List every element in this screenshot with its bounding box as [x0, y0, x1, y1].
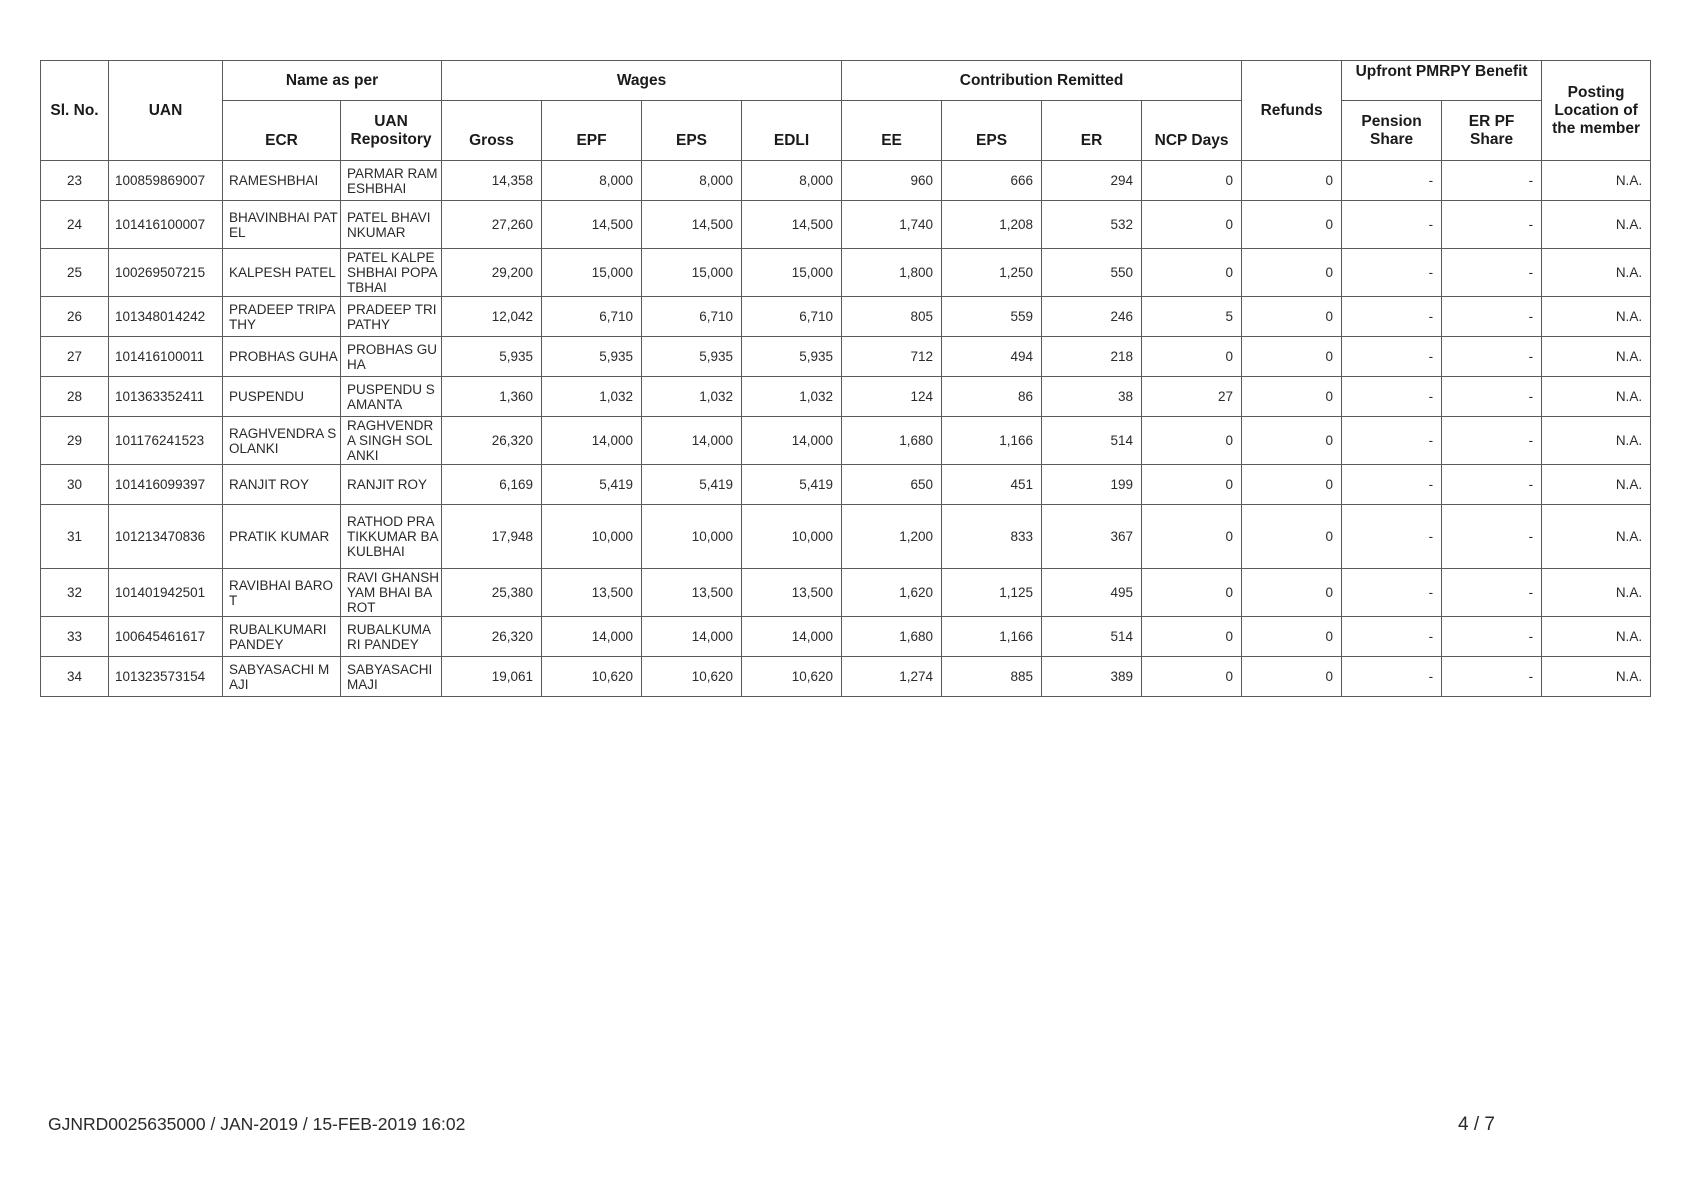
cell-contribution-eps: 885 — [942, 657, 1042, 697]
cell-ecr-name: RAGHVENDRA SOLANKI — [223, 417, 341, 465]
cell-ee: 1,800 — [842, 249, 942, 297]
cell-contribution-eps: 1,250 — [942, 249, 1042, 297]
cell-ecr-name: RAMESHBHAI — [223, 161, 341, 201]
header-er-pf-share: ER PF Share — [1442, 101, 1542, 161]
cell-epf: 13,500 — [542, 569, 642, 617]
header-contribution-remitted: Contribution Remitted — [842, 61, 1242, 101]
cell-edli: 8,000 — [742, 161, 842, 201]
cell-er-pf-share: - — [1442, 417, 1542, 465]
cell-gross: 25,380 — [442, 569, 542, 617]
cell-epf: 14,000 — [542, 617, 642, 657]
cell-gross: 27,260 — [442, 201, 542, 249]
cell-sl-no: 28 — [41, 377, 109, 417]
header-ncp-days: NCP Days — [1142, 101, 1242, 161]
cell-pension-share: - — [1342, 337, 1442, 377]
cell-pension-share: - — [1342, 201, 1442, 249]
header-uan: UAN — [109, 61, 223, 161]
cell-ee: 960 — [842, 161, 942, 201]
table-row — [41, 337, 1651, 377]
cell-repository-name: RAVI GHANSHYAM BHAI BAROT — [341, 569, 442, 617]
header-wages: Wages — [442, 61, 842, 101]
cell-ncp-days: 27 — [1142, 377, 1242, 417]
table-row — [41, 377, 1651, 417]
header-ee: EE — [842, 101, 942, 161]
cell-posting-location: N.A. — [1542, 201, 1651, 249]
cell-contribution-eps: 1,166 — [942, 417, 1042, 465]
cell-edli: 14,000 — [742, 417, 842, 465]
cell-er-pf-share: - — [1442, 337, 1542, 377]
cell-edli: 10,620 — [742, 657, 842, 697]
table-body — [41, 161, 1651, 697]
cell-contribution-eps: 494 — [942, 337, 1042, 377]
cell-ecr-name: BHAVINBHAI PATEL — [223, 201, 341, 249]
header-gross: Gross — [442, 101, 542, 161]
cell-er-pf-share: - — [1442, 465, 1542, 505]
cell-epf: 14,500 — [542, 201, 642, 249]
cell-sl-no: 25 — [41, 249, 109, 297]
cell-repository-name: PATEL KALPESHBHAI POPATBHAI — [341, 249, 442, 297]
table-row — [41, 465, 1651, 505]
cell-pension-share: - — [1342, 569, 1442, 617]
cell-refunds: 0 — [1242, 249, 1342, 297]
cell-ncp-days: 0 — [1142, 417, 1242, 465]
cell-ncp-days: 0 — [1142, 161, 1242, 201]
cell-uan: 101363352411 — [109, 377, 223, 417]
table-row — [41, 569, 1651, 617]
cell-edli: 14,500 — [742, 201, 842, 249]
document-reference: GJNRD0025635000 / JAN-2019 / 15-FEB-2019 16:02 — [48, 1114, 466, 1134]
cell-ncp-days: 0 — [1142, 657, 1242, 697]
cell-uan: 101323573154 — [109, 657, 223, 697]
cell-er-pf-share: - — [1442, 569, 1542, 617]
cell-er-pf-share: - — [1442, 249, 1542, 297]
cell-ecr-name: RUBALKUMARI PANDEY — [223, 617, 341, 657]
header-refunds: Refunds — [1242, 61, 1342, 161]
cell-ncp-days: 0 — [1142, 569, 1242, 617]
cell-ncp-days: 0 — [1142, 337, 1242, 377]
cell-sl-no: 32 — [41, 569, 109, 617]
cell-ecr-name: PRADEEP TRIPATHY — [223, 297, 341, 337]
header-uan-repository: UAN Repository — [341, 101, 442, 161]
header-upfront-pmrpy: Upfront PMRPY Benefit — [1342, 61, 1542, 101]
cell-repository-name: PARMAR RAMESHBHAI — [341, 161, 442, 201]
cell-gross: 12,042 — [442, 297, 542, 337]
cell-er-pf-share: - — [1442, 505, 1542, 569]
header-ecr: ECR — [223, 101, 341, 161]
cell-pension-share: - — [1342, 617, 1442, 657]
cell-repository-name: RATHOD PRATIKKUMAR BAKULBHAI — [341, 505, 442, 569]
cell-contribution-eps: 1,125 — [942, 569, 1042, 617]
table-row — [41, 505, 1651, 569]
cell-posting-location: N.A. — [1542, 617, 1651, 657]
cell-ee: 1,740 — [842, 201, 942, 249]
cell-uan: 101416099397 — [109, 465, 223, 505]
cell-gross: 1,360 — [442, 377, 542, 417]
cell-sl-no: 34 — [41, 657, 109, 697]
cell-ncp-days: 0 — [1142, 249, 1242, 297]
cell-eps: 13,500 — [642, 569, 742, 617]
cell-refunds: 0 — [1242, 161, 1342, 201]
cell-repository-name: RUBALKUMARI PANDEY — [341, 617, 442, 657]
header-posting-location: Posting Location of the member — [1542, 61, 1651, 161]
cell-eps: 15,000 — [642, 249, 742, 297]
cell-ee: 805 — [842, 297, 942, 337]
header-eps: EPS — [642, 101, 742, 161]
cell-ecr-name: PUSPENDU — [223, 377, 341, 417]
cell-pension-share: - — [1342, 465, 1442, 505]
cell-gross: 29,200 — [442, 249, 542, 297]
cell-er: 495 — [1042, 569, 1142, 617]
cell-epf: 14,000 — [542, 417, 642, 465]
cell-epf: 10,620 — [542, 657, 642, 697]
header-epf: EPF — [542, 101, 642, 161]
cell-refunds: 0 — [1242, 569, 1342, 617]
cell-ee: 1,620 — [842, 569, 942, 617]
cell-contribution-eps: 559 — [942, 297, 1042, 337]
cell-er: 514 — [1042, 417, 1142, 465]
cell-er: 294 — [1042, 161, 1142, 201]
cell-ee: 712 — [842, 337, 942, 377]
cell-er-pf-share: - — [1442, 297, 1542, 337]
cell-ecr-name: RAVIBHAI BAROT — [223, 569, 341, 617]
cell-posting-location: N.A. — [1542, 249, 1651, 297]
cell-refunds: 0 — [1242, 465, 1342, 505]
header-contribution-eps: EPS — [942, 101, 1042, 161]
table-row — [41, 297, 1651, 337]
cell-uan: 101176241523 — [109, 417, 223, 465]
cell-sl-no: 24 — [41, 201, 109, 249]
cell-uan: 101401942501 — [109, 569, 223, 617]
cell-uan: 101416100007 — [109, 201, 223, 249]
cell-er: 218 — [1042, 337, 1142, 377]
cell-pension-share: - — [1342, 505, 1442, 569]
page-indicator: 4 / 7 — [1458, 1114, 1495, 1135]
cell-er: 514 — [1042, 617, 1142, 657]
cell-repository-name: PATEL BHAVINKUMAR — [341, 201, 442, 249]
cell-eps: 5,419 — [642, 465, 742, 505]
cell-edli: 14,000 — [742, 617, 842, 657]
cell-epf: 5,419 — [542, 465, 642, 505]
cell-refunds: 0 — [1242, 337, 1342, 377]
cell-contribution-eps: 833 — [942, 505, 1042, 569]
cell-gross: 14,358 — [442, 161, 542, 201]
cell-er-pf-share: - — [1442, 617, 1542, 657]
cell-uan: 101348014242 — [109, 297, 223, 337]
cell-er: 38 — [1042, 377, 1142, 417]
cell-posting-location: N.A. — [1542, 505, 1651, 569]
header-er: ER — [1042, 101, 1142, 161]
cell-uan: 100645461617 — [109, 617, 223, 657]
cell-epf: 1,032 — [542, 377, 642, 417]
cell-sl-no: 30 — [41, 465, 109, 505]
cell-ee: 1,680 — [842, 417, 942, 465]
cell-ncp-days: 0 — [1142, 201, 1242, 249]
cell-pension-share: - — [1342, 161, 1442, 201]
cell-ee: 1,274 — [842, 657, 942, 697]
header-sl-no: Sl. No. — [41, 61, 109, 161]
cell-eps: 1,032 — [642, 377, 742, 417]
table-row — [41, 249, 1651, 297]
cell-eps: 10,620 — [642, 657, 742, 697]
cell-contribution-eps: 86 — [942, 377, 1042, 417]
cell-er: 367 — [1042, 505, 1142, 569]
cell-gross: 17,948 — [442, 505, 542, 569]
cell-ncp-days: 0 — [1142, 465, 1242, 505]
cell-edli: 6,710 — [742, 297, 842, 337]
cell-er-pf-share: - — [1442, 201, 1542, 249]
cell-refunds: 0 — [1242, 297, 1342, 337]
cell-epf: 10,000 — [542, 505, 642, 569]
cell-edli: 10,000 — [742, 505, 842, 569]
cell-gross: 26,320 — [442, 617, 542, 657]
cell-sl-no: 33 — [41, 617, 109, 657]
cell-sl-no: 27 — [41, 337, 109, 377]
cell-posting-location: N.A. — [1542, 657, 1651, 697]
cell-sl-no: 26 — [41, 297, 109, 337]
cell-ncp-days: 5 — [1142, 297, 1242, 337]
cell-ee: 650 — [842, 465, 942, 505]
cell-ecr-name: RANJIT ROY — [223, 465, 341, 505]
cell-epf: 15,000 — [542, 249, 642, 297]
cell-ee: 1,680 — [842, 617, 942, 657]
cell-ecr-name: KALPESH PATEL — [223, 249, 341, 297]
cell-sl-no: 23 — [41, 161, 109, 201]
cell-er-pf-share: - — [1442, 377, 1542, 417]
cell-ncp-days: 0 — [1142, 617, 1242, 657]
cell-refunds: 0 — [1242, 657, 1342, 697]
cell-ncp-days: 0 — [1142, 505, 1242, 569]
cell-uan: 101213470836 — [109, 505, 223, 569]
ecr-contribution-table — [40, 60, 1651, 697]
cell-edli: 1,032 — [742, 377, 842, 417]
table-row — [41, 657, 1651, 697]
cell-eps: 5,935 — [642, 337, 742, 377]
cell-uan: 100859869007 — [109, 161, 223, 201]
table-row — [41, 161, 1651, 201]
cell-repository-name: SABYASACHI MAJI — [341, 657, 442, 697]
cell-repository-name: PROBHAS GUHA — [341, 337, 442, 377]
cell-uan: 101416100011 — [109, 337, 223, 377]
cell-edli: 13,500 — [742, 569, 842, 617]
cell-pension-share: - — [1342, 297, 1442, 337]
cell-repository-name: PUSPENDU SAMANTA — [341, 377, 442, 417]
cell-uan: 100269507215 — [109, 249, 223, 297]
cell-er-pf-share: - — [1442, 657, 1542, 697]
cell-er: 389 — [1042, 657, 1142, 697]
cell-ee: 1,200 — [842, 505, 942, 569]
cell-gross: 5,935 — [442, 337, 542, 377]
cell-refunds: 0 — [1242, 617, 1342, 657]
cell-ecr-name: PRATIK KUMAR — [223, 505, 341, 569]
cell-ecr-name: PROBHAS GUHA — [223, 337, 341, 377]
table-row — [41, 617, 1651, 657]
cell-edli: 5,419 — [742, 465, 842, 505]
cell-posting-location: N.A. — [1542, 337, 1651, 377]
cell-posting-location: N.A. — [1542, 417, 1651, 465]
header-pension-share: Pension Share — [1342, 101, 1442, 161]
cell-er: 532 — [1042, 201, 1142, 249]
cell-refunds: 0 — [1242, 417, 1342, 465]
cell-eps: 14,000 — [642, 417, 742, 465]
cell-posting-location: N.A. — [1542, 161, 1651, 201]
cell-pension-share: - — [1342, 377, 1442, 417]
cell-eps: 10,000 — [642, 505, 742, 569]
cell-er: 550 — [1042, 249, 1142, 297]
cell-eps: 6,710 — [642, 297, 742, 337]
cell-er: 246 — [1042, 297, 1142, 337]
cell-eps: 8,000 — [642, 161, 742, 201]
cell-gross: 6,169 — [442, 465, 542, 505]
cell-contribution-eps: 1,166 — [942, 617, 1042, 657]
table-header — [41, 61, 1651, 161]
header-name-as-per: Name as per — [223, 61, 442, 101]
cell-pension-share: - — [1342, 417, 1442, 465]
cell-eps: 14,000 — [642, 617, 742, 657]
cell-posting-location: N.A. — [1542, 297, 1651, 337]
cell-gross: 26,320 — [442, 417, 542, 465]
cell-repository-name: RAGHVENDRA SINGH SOLANKI — [341, 417, 442, 465]
cell-edli: 15,000 — [742, 249, 842, 297]
cell-epf: 5,935 — [542, 337, 642, 377]
cell-er: 199 — [1042, 465, 1142, 505]
table-row — [41, 417, 1651, 465]
cell-repository-name: RANJIT ROY — [341, 465, 442, 505]
cell-edli: 5,935 — [742, 337, 842, 377]
cell-contribution-eps: 666 — [942, 161, 1042, 201]
cell-contribution-eps: 1,208 — [942, 201, 1042, 249]
cell-refunds: 0 — [1242, 505, 1342, 569]
table-row — [41, 201, 1651, 249]
header-edli: EDLI — [742, 101, 842, 161]
cell-contribution-eps: 451 — [942, 465, 1042, 505]
cell-posting-location: N.A. — [1542, 465, 1651, 505]
cell-pension-share: - — [1342, 249, 1442, 297]
cell-refunds: 0 — [1242, 377, 1342, 417]
cell-er-pf-share: - — [1442, 161, 1542, 201]
cell-ecr-name: SABYASACHI MAJI — [223, 657, 341, 697]
cell-posting-location: N.A. — [1542, 377, 1651, 417]
cell-refunds: 0 — [1242, 201, 1342, 249]
cell-ee: 124 — [842, 377, 942, 417]
cell-gross: 19,061 — [442, 657, 542, 697]
cell-eps: 14,500 — [642, 201, 742, 249]
cell-pension-share: - — [1342, 657, 1442, 697]
cell-epf: 8,000 — [542, 161, 642, 201]
cell-epf: 6,710 — [542, 297, 642, 337]
cell-sl-no: 29 — [41, 417, 109, 465]
cell-posting-location: N.A. — [1542, 569, 1651, 617]
cell-sl-no: 31 — [41, 505, 109, 569]
cell-repository-name: PRADEEP TRIPATHY — [341, 297, 442, 337]
